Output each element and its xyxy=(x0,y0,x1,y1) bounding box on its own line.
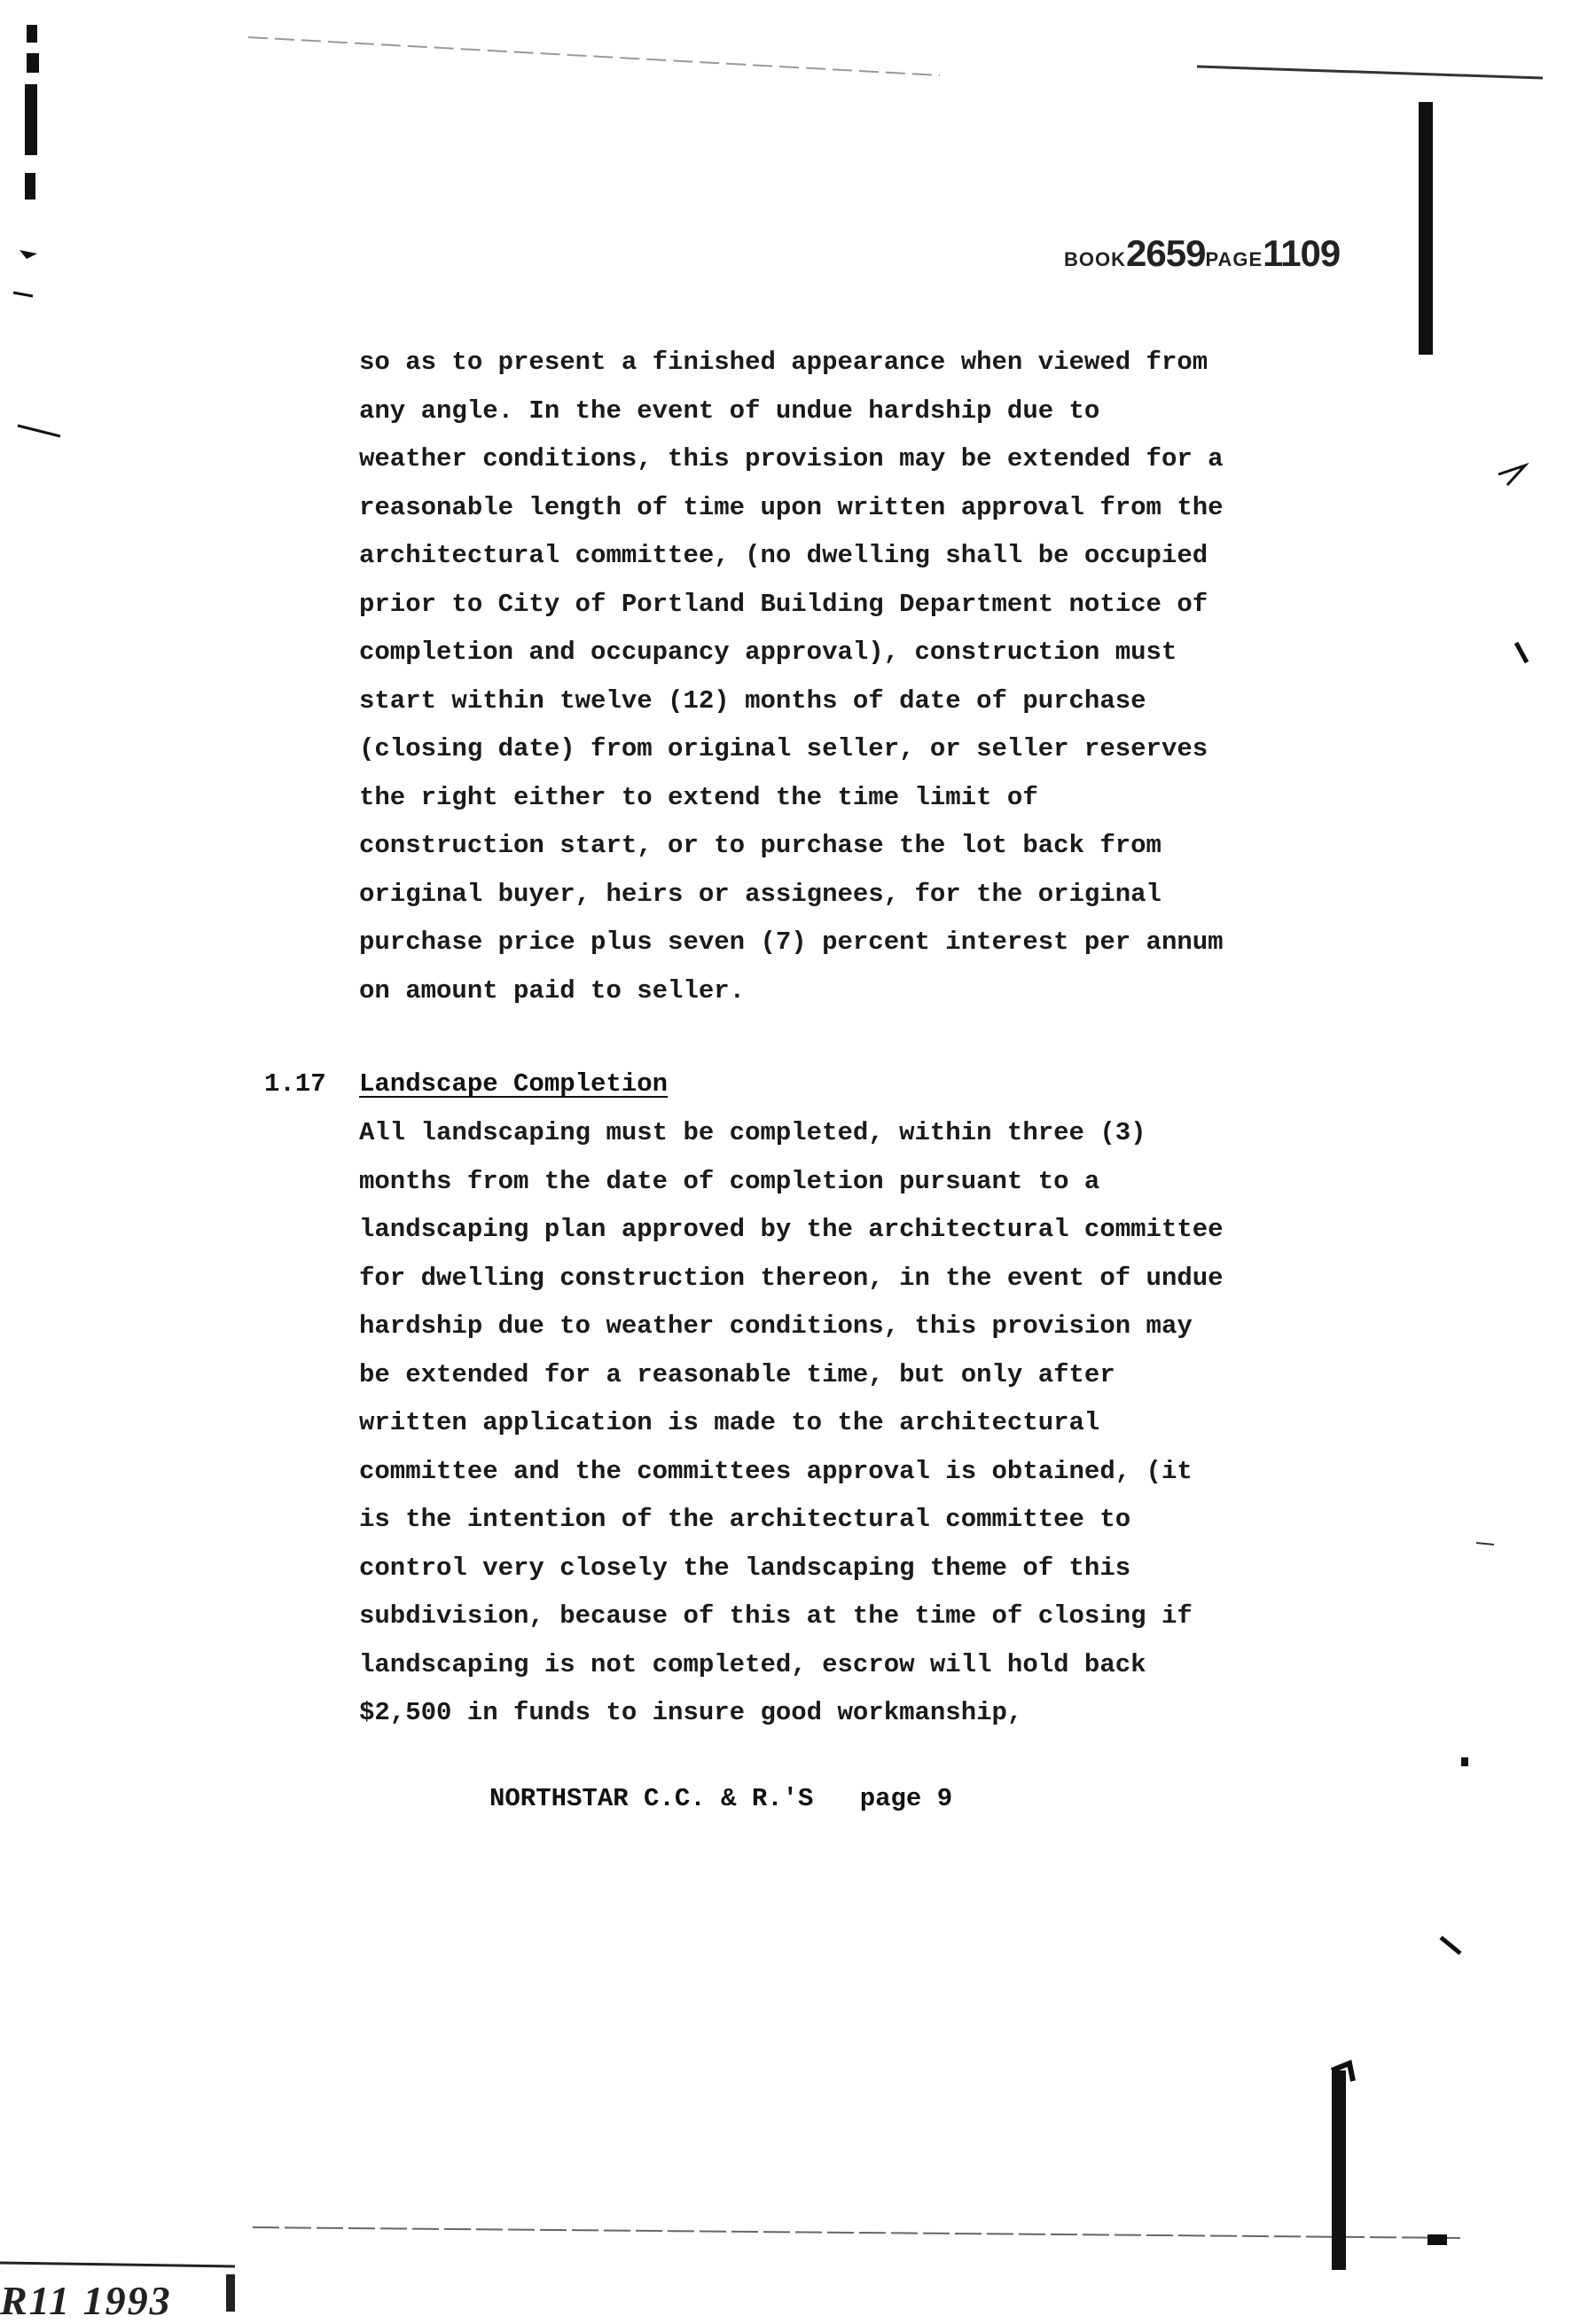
paragraph-1-line: the right either to extend the time limit of xyxy=(359,782,1038,812)
paragraph-1-line: any angle. In the event of undue hardship due to xyxy=(359,395,1100,426)
paragraph-1-line: weather conditions, this provision may be extended for a xyxy=(359,444,1224,473)
bottom-stamp-bar xyxy=(226,2274,235,2312)
recording-date-stamp: R11 1993 xyxy=(0,2278,172,2323)
page-number: 1109 xyxy=(1263,232,1341,274)
section-line: landscaping is not completed, escrow will hold back xyxy=(359,1649,1146,1679)
paragraph-1-line: purchase price plus seven (7) percent interest per annum xyxy=(359,927,1224,957)
top-rule-left xyxy=(248,37,940,75)
section-line: committee and the committees approval is obtained, (it xyxy=(359,1456,1193,1486)
paragraph-1-line: completion and occupancy approval), construction must xyxy=(359,638,1177,667)
left-edge-mark-6 xyxy=(13,293,33,296)
section-line: hardship due to weather conditions, this provision may xyxy=(359,1311,1193,1341)
section-body xyxy=(359,1109,1281,1738)
section-line: for dwelling construction thereon, in the event of undue xyxy=(359,1263,1224,1293)
right-edge-mark-1 xyxy=(1498,466,1525,485)
left-edge-mark-3 xyxy=(25,84,37,155)
right-edge-dash xyxy=(1476,1543,1494,1545)
section-line: is the intention of the architectural committee to xyxy=(359,1505,1131,1534)
paragraph-1-line: architectural committee, (no dwelling shall be occupied xyxy=(359,541,1208,570)
right-edge-mark-3 xyxy=(1461,1757,1468,1766)
left-edge-mark-7 xyxy=(18,426,60,436)
paragraph-1-line: (closing date) from original seller, or seller reserves xyxy=(359,734,1208,763)
section-line: landscaping plan approved by the architectural committee xyxy=(359,1215,1224,1244)
section-line: be extended for a reasonable time, but only after xyxy=(359,1359,1115,1389)
paragraph-1-line: start within twelve (12) months of date of purchase xyxy=(359,685,1146,716)
right-edge-mark-2 xyxy=(1516,643,1527,662)
top-rule-right xyxy=(1197,67,1543,78)
section-line: control very closely the landscaping theme of this xyxy=(359,1553,1131,1583)
page-label: PAGE xyxy=(1205,248,1263,270)
paragraph-1-line: reasonable length of time upon written approval from the xyxy=(359,492,1224,522)
section-line: months from the date of completion pursuant to a xyxy=(359,1166,1100,1196)
left-edge-mark-1 xyxy=(27,25,37,43)
left-edge-mark-5 xyxy=(20,250,37,259)
paragraph-1-line: construction start, or to purchase the lot back from xyxy=(359,831,1162,860)
paragraph-1-line: so as to present a finished appearance when viewed from xyxy=(359,348,1208,377)
right-edge-bar-bottom xyxy=(1332,2070,1346,2270)
paragraph-1-line: on amount paid to seller. xyxy=(359,975,746,1006)
section-line: subdivision, because of this at the time of closing if xyxy=(359,1601,1193,1631)
right-edge-mark-4 xyxy=(1441,1937,1460,1953)
section-line: $2,500 in funds to insure good workmanship, xyxy=(359,1698,1023,1727)
section-number: 1.17 xyxy=(264,1069,326,1099)
paragraph-1 xyxy=(359,339,1281,1015)
bottom-left-rule xyxy=(0,2263,235,2266)
footer-doc-name: NORTHSTAR C.C. & R.'S xyxy=(489,1784,814,1813)
section-title: Landscape Completion xyxy=(359,1069,669,1099)
bottom-rule xyxy=(253,2227,1463,2238)
footer-page-label: page 9 xyxy=(859,1784,953,1813)
book-label: BOOK xyxy=(1064,248,1126,270)
book-number: 2659 xyxy=(1126,232,1206,274)
section-line: written application is made to the architectural xyxy=(359,1408,1100,1437)
paragraph-1-line: original buyer, heirs or assignees, for the original xyxy=(359,879,1162,909)
bottom-right-mark xyxy=(1427,2234,1447,2245)
book-page-stamp xyxy=(1064,232,1340,275)
left-edge-mark-2 xyxy=(27,53,39,73)
right-edge-bar-top xyxy=(1419,102,1433,355)
page-footer xyxy=(489,1784,952,1813)
section-line: All landscaping must be completed, within three (3) xyxy=(359,1118,1146,1147)
paragraph-1-line: prior to City of Portland Building Department notice of xyxy=(359,589,1208,619)
left-edge-mark-4 xyxy=(25,173,35,200)
